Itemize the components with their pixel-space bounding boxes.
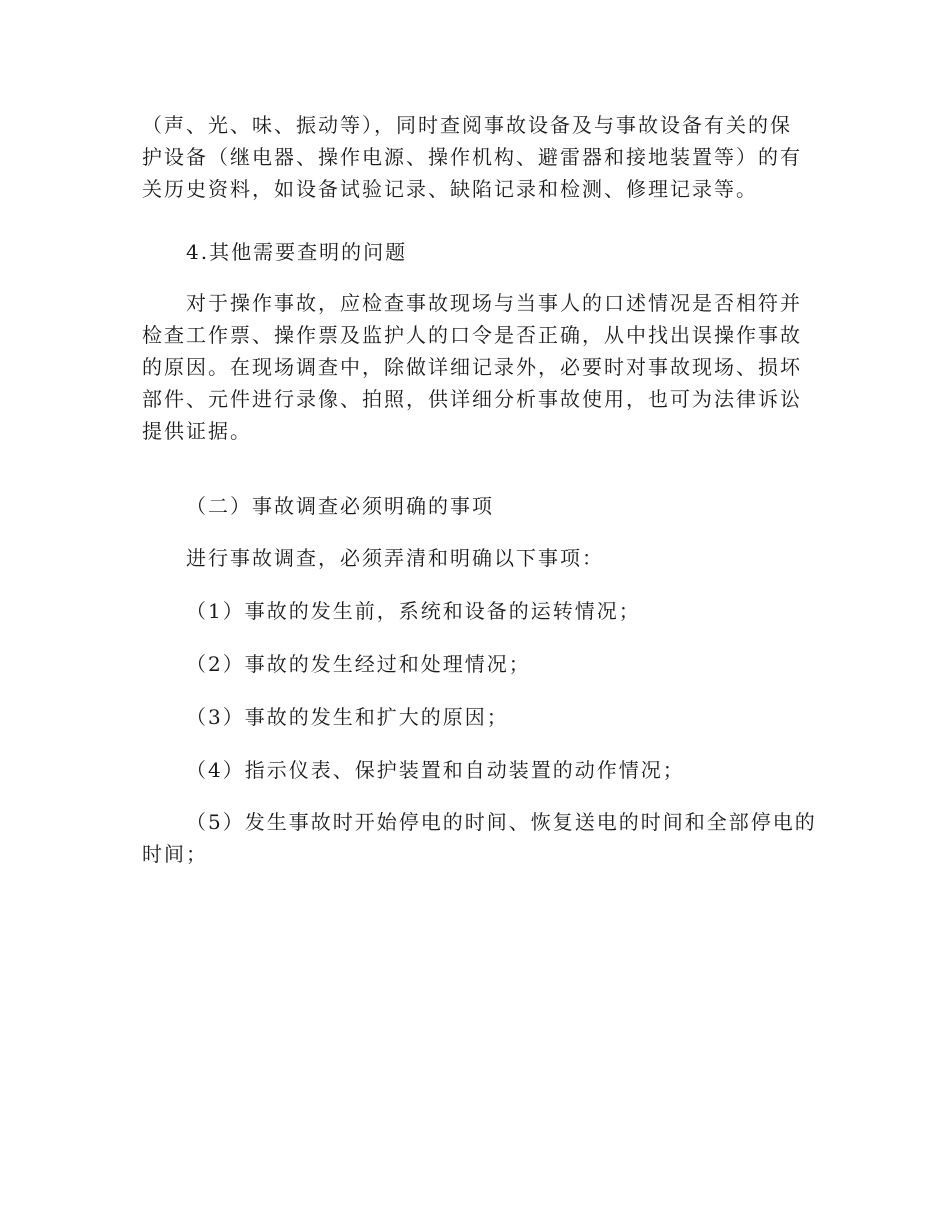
text-line: 部件、元件进行录像、拍照，供详细分析事故使用，也可为法律诉讼 [142,387,802,411]
list-item: （4）指示仪表、保护装置和自动装置的动作情况； [186,758,685,782]
section-heading-2: （二）事故调查必须明确的事项 [186,494,494,518]
paragraph-continued [142,109,814,205]
text-line: 检查工作票、操作票及监护人的口令是否正确，从中找出误操作事故 [142,323,802,347]
text-line: 提供证据。 [142,419,252,443]
text-line: 的原因。在现场调查中，除做详细记录外，必要时对事故现场、损坏 [142,355,802,379]
list-item: （1）事故的发生前，系统和设备的运转情况； [186,599,641,623]
text-line: 对于操作事故，应检查事故现场与当事人的口述情况是否相符并 [186,291,802,315]
section-heading-4: 4.其他需要查明的问题 [186,240,408,264]
text-line: 关历史资料，如设备试验记录、缺陷记录和检测、修理记录等。 [142,177,758,201]
text-line: 时间； [142,842,208,866]
intro-paragraph: 进行事故调查，必须弄清和明确以下事项： [186,546,604,570]
text-line: （声、光、味、振动等），同时查阅事故设备及与事故设备有关的保 [142,113,792,137]
list-item: （2）事故的发生经过和处理情况； [186,652,531,676]
paragraph-operation-accident [142,287,814,447]
list-item: （3）事故的发生和扩大的原因； [186,705,509,729]
list-item-5 [142,806,817,870]
text-line: 护设备（继电器、操作电源、操作机构、避雷器和接地装置等）的有 [142,145,802,169]
text-line: （5）发生事故时开始停电的时间、恢复送电的时间和全部停电的 [186,810,817,834]
